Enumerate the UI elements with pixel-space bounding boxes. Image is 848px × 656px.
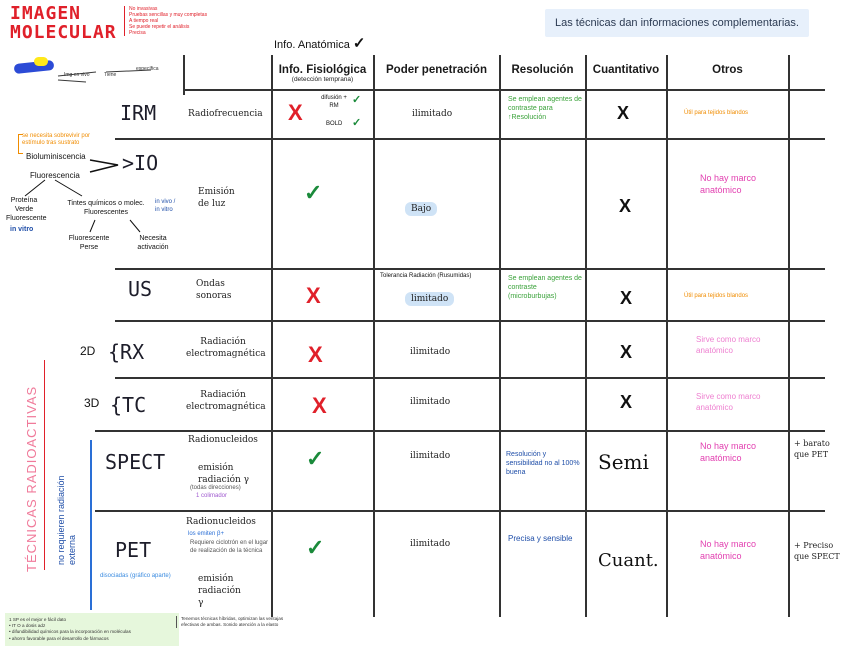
rx-cuant-x-icon: X (620, 342, 633, 362)
pet-resolucion: Precisa y sensible (508, 534, 573, 543)
info-banner: Las técnicas dan informaciones complementarias. (545, 9, 809, 37)
io-proteina-note: in vitro (10, 226, 34, 233)
us-fisio-x-icon: X (306, 283, 321, 308)
pet-fisio-check-icon: ✓ (306, 535, 325, 560)
tech-rx: {RX (108, 340, 145, 364)
red-divider (44, 360, 45, 570)
tech-pet: PET (115, 538, 152, 562)
irm-penetracion: ilimitado (412, 109, 453, 119)
tech-spect: SPECT (105, 450, 166, 474)
top-left-scribbles: Img en vivo Tiene específica (56, 62, 181, 86)
tc-fisio-x-icon: X (312, 393, 327, 418)
io-orange-note: se necesita sobrevivir por estímulo tras sustrato (22, 133, 91, 146)
grid-line (95, 430, 825, 432)
io-fisio-check-icon: ✓ (304, 180, 323, 205)
header-penetracion: Poder penetración (386, 64, 487, 76)
irm-cuant-x-icon: X (617, 103, 630, 123)
us-penetracion: limitado (405, 292, 454, 306)
pet-penetracion: ilimitado (410, 539, 451, 549)
us-resolucion: Se emplean agentes de contraste (microburbujas) (508, 275, 582, 300)
irm-desc: Radiofrecuencia (188, 109, 263, 119)
spect-desc-4: 1 colimador (196, 493, 228, 499)
spect-resolucion: Resolución y sensibilidad no al 100% buena (506, 451, 580, 476)
io-tintes-note: in vivo / in vitro (155, 199, 176, 213)
io-tintes: Tintes químicos o molec. Fluorescentes (67, 200, 145, 216)
title-notes: No invasivas Pruebas sencillas y muy completas A tiempo real Se puede repetir el análisis Precisa (124, 6, 207, 36)
spect-cuant: Semi (598, 450, 649, 474)
header-resolucion: Resolución (511, 64, 574, 76)
io-cuant-x-icon: X (619, 196, 632, 216)
spect-fisio-check-icon: ✓ (306, 446, 325, 471)
spect-desc-2: emisión radiación γ (198, 463, 250, 485)
pet-note: disociadas (gráfico aparte) (100, 573, 171, 579)
us-cuant-x-icon: X (620, 288, 633, 308)
spect-extra: + barato que PET (794, 439, 830, 459)
header-otros: Otros (712, 64, 743, 76)
io-desc: Emisión de luz (198, 187, 235, 209)
rx-otros: Sirve como marco anatómico (696, 335, 761, 355)
grid-line (115, 138, 825, 140)
spect-otros: No hay marco anatómico (700, 441, 757, 463)
yellow-scribble-icon (34, 57, 48, 66)
rx-desc: Radiación electromagnética (186, 337, 266, 359)
io-activacion: Necesita activación (137, 235, 169, 251)
irm-resolucion: Se emplean agentes de contraste para ↑Resolución (508, 96, 582, 121)
irm-otros: Útil para tejidos blandos (684, 110, 749, 116)
tc-cuant-x-icon: X (620, 392, 633, 412)
page-title (10, 4, 117, 42)
us-desc: Ondas sonoras (196, 279, 232, 301)
us-otros: Útil para tejidos blandos (684, 293, 749, 299)
tc-desc: Radiación electromagnética (186, 390, 266, 412)
pet-extra: + Preciso que SPECT (794, 541, 840, 561)
io-fluorescencia: Fluorescencia (30, 171, 80, 180)
pet-otros: No hay marco anatómico (700, 539, 757, 561)
tc-prefix: 3D (84, 396, 100, 410)
grid-line (115, 320, 825, 322)
grid-line (95, 510, 825, 512)
side-label-radioactivas: TÉCNICAS RADIOACTIVAS (24, 385, 39, 572)
grid-line (115, 377, 825, 379)
io-proteina: Proteína Verde Fluorescente (6, 197, 47, 222)
io-penetracion: Bajo (405, 202, 437, 216)
note-box: 1 SP es el mejor e fácil dato • IT O a dosis adz • difundibilidad químicos para la incorporación en moléculas • ahorro favorable para el desarrollo de fármacos (5, 613, 179, 646)
spect-penetracion: ilimitado (410, 451, 451, 461)
tech-tc: {TC (110, 393, 147, 417)
spect-desc-3: (todas direcciones) (190, 485, 241, 491)
irm-fisio-note-2: BOLD (326, 121, 343, 127)
irm-fisio-x-icon: X (288, 100, 303, 125)
tc-otros: Sirve como marco anatómico (696, 392, 761, 412)
irm-fisio-note-1: difusión + RM (321, 95, 347, 109)
grid-line (183, 89, 825, 91)
pet-desc-2: los emiten β+ (188, 531, 224, 537)
pet-desc-4: emisión radiación γ (198, 574, 241, 608)
anatomica-header: Info. Anatómica ✓ (274, 35, 366, 52)
pet-desc-3: Requiere ciclotrón en el lugar de realización de la técnica (190, 540, 269, 554)
bottom-note: Tenemos técnicas híbridas, optimizan las ventajas efectivas de ambas. Sonido atención a la elasto (176, 616, 283, 628)
io-otros: No hay marco anatómico (700, 173, 757, 195)
tech-irm: IRM (120, 101, 157, 125)
rx-prefix: 2D (80, 344, 96, 358)
title-line-2: MOLECULAR (10, 22, 117, 43)
pet-cuant: Cuant. (598, 550, 659, 571)
check-icon: ✓ (352, 94, 362, 106)
grid-line (115, 268, 825, 270)
spect-desc: Radionucleidos (188, 435, 258, 445)
header-fisiologica: Info. Fisiológica (detección temprana) (278, 64, 367, 83)
io-persiste: Fluorescente Perse (68, 235, 110, 251)
tech-io: >IO (122, 151, 159, 175)
blue-divider (90, 440, 92, 610)
us-pen-note: Tolerancia Radiación (Rusumidas) (380, 273, 472, 279)
title-line-1: IMAGEN (10, 3, 82, 24)
check-icon: ✓ (352, 117, 362, 129)
anatomica-check-icon: ✓ (352, 35, 366, 52)
rx-penetracion: ilimitado (410, 347, 451, 357)
io-bioluminiscencia: Bioluminiscencia (26, 152, 86, 161)
side-label-no-requieren: no requieren radiación externa (56, 475, 77, 565)
pet-desc: Radionucleidos (186, 517, 256, 527)
header-cuantitativo: Cuantitativo (592, 64, 660, 76)
tech-us: US (128, 277, 153, 301)
rx-fisio-x-icon: X (308, 342, 323, 367)
tc-penetracion: ilimitado (410, 397, 451, 407)
